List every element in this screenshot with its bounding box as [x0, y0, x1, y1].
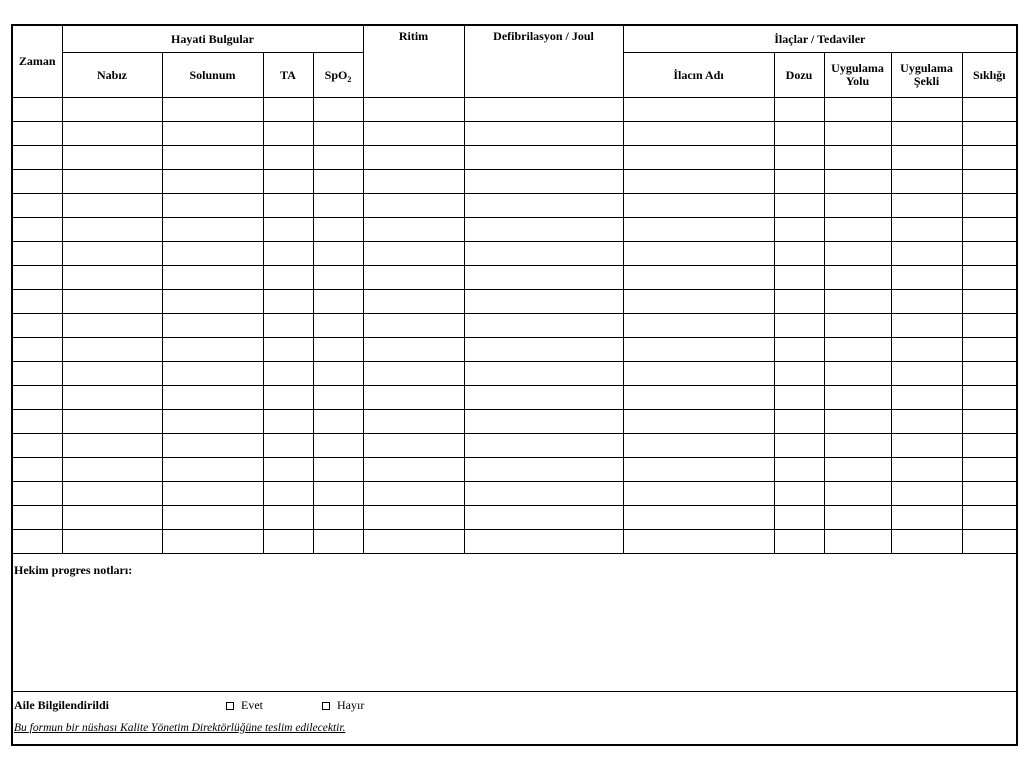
table-cell[interactable]: [363, 218, 464, 242]
table-cell[interactable]: [363, 410, 464, 434]
table-cell[interactable]: [313, 482, 363, 506]
table-cell[interactable]: [891, 362, 962, 386]
table-row: [13, 194, 1016, 218]
table-cell[interactable]: [774, 386, 824, 410]
table-cell[interactable]: [962, 314, 1016, 338]
table-cell[interactable]: [623, 122, 774, 146]
table-cell[interactable]: [13, 194, 62, 218]
yes-checkbox[interactable]: [226, 702, 234, 710]
table-cell[interactable]: [774, 314, 824, 338]
table-cell[interactable]: [263, 482, 313, 506]
table-cell[interactable]: [162, 314, 263, 338]
table-cell[interactable]: [62, 194, 162, 218]
table-cell[interactable]: [363, 434, 464, 458]
table-cell[interactable]: [313, 290, 363, 314]
table-cell[interactable]: [162, 242, 263, 266]
table-cell[interactable]: [263, 314, 313, 338]
header-nabiz: Nabız: [62, 53, 162, 98]
table-cell[interactable]: [313, 530, 363, 554]
table-row: [13, 506, 1016, 530]
table-cell[interactable]: [363, 506, 464, 530]
table-cell[interactable]: [962, 194, 1016, 218]
family-informed-section: [13, 692, 1016, 744]
table-cell[interactable]: [313, 506, 363, 530]
table-cell[interactable]: [13, 362, 62, 386]
table-cell[interactable]: [263, 362, 313, 386]
table-cell[interactable]: [313, 146, 363, 170]
table-cell[interactable]: [962, 410, 1016, 434]
table-row: [13, 98, 1016, 122]
table-row: [13, 314, 1016, 338]
table-cell[interactable]: [363, 242, 464, 266]
table-cell[interactable]: [962, 482, 1016, 506]
table-cell[interactable]: [263, 170, 313, 194]
table-cell[interactable]: [464, 122, 623, 146]
table-cell[interactable]: [464, 194, 623, 218]
table-cell[interactable]: [962, 290, 1016, 314]
table-row: [13, 242, 1016, 266]
table-cell[interactable]: [62, 410, 162, 434]
table-row: [13, 266, 1016, 290]
table-cell[interactable]: [962, 362, 1016, 386]
table-cell[interactable]: [162, 338, 263, 362]
table-cell[interactable]: [623, 530, 774, 554]
table-cell[interactable]: [774, 218, 824, 242]
table-cell[interactable]: [824, 242, 891, 266]
table-row: [13, 482, 1016, 506]
table-cell[interactable]: [824, 338, 891, 362]
table-cell[interactable]: [263, 194, 313, 218]
table-cell[interactable]: [263, 242, 313, 266]
table-cell[interactable]: [162, 434, 263, 458]
table-cell[interactable]: [824, 386, 891, 410]
table-cell[interactable]: [774, 410, 824, 434]
table-cell[interactable]: [464, 98, 623, 122]
table-cell[interactable]: [824, 458, 891, 482]
table-cell[interactable]: [263, 290, 313, 314]
table-cell[interactable]: [464, 386, 623, 410]
table-cell[interactable]: [313, 194, 363, 218]
table-cell[interactable]: [363, 98, 464, 122]
table-cell[interactable]: [774, 362, 824, 386]
table-cell[interactable]: [891, 170, 962, 194]
table-cell[interactable]: [363, 194, 464, 218]
table-row: [13, 386, 1016, 410]
header-sikligi: Sıklığı: [962, 53, 1016, 98]
table-cell[interactable]: [623, 242, 774, 266]
table-cell[interactable]: [891, 266, 962, 290]
header-defibrilasyon: Defibrilasyon / Joul: [464, 26, 623, 98]
table-cell[interactable]: [13, 458, 62, 482]
table-cell[interactable]: [824, 98, 891, 122]
table-cell[interactable]: [623, 434, 774, 458]
table-cell[interactable]: [891, 290, 962, 314]
table-cell[interactable]: [824, 290, 891, 314]
table-cell[interactable]: [824, 314, 891, 338]
table-cell[interactable]: [263, 266, 313, 290]
table-cell[interactable]: [313, 434, 363, 458]
table-cell[interactable]: [13, 170, 62, 194]
table-cell[interactable]: [13, 314, 62, 338]
table-cell[interactable]: [363, 362, 464, 386]
table-cell[interactable]: [162, 266, 263, 290]
table-cell[interactable]: [263, 506, 313, 530]
table-cell[interactable]: [891, 530, 962, 554]
table-cell[interactable]: [891, 410, 962, 434]
table-cell[interactable]: [363, 170, 464, 194]
table-cell[interactable]: [824, 434, 891, 458]
table-cell[interactable]: [62, 98, 162, 122]
table-cell[interactable]: [62, 458, 162, 482]
table-cell[interactable]: [62, 386, 162, 410]
table-cell[interactable]: [962, 386, 1016, 410]
table-cell[interactable]: [162, 194, 263, 218]
table-cell[interactable]: [891, 386, 962, 410]
table-cell[interactable]: [363, 482, 464, 506]
table-cell[interactable]: [891, 218, 962, 242]
table-cell[interactable]: [13, 98, 62, 122]
table-cell[interactable]: [363, 458, 464, 482]
yes-label: Evet: [241, 698, 263, 712]
header-dozu: Dozu: [774, 53, 824, 98]
table-cell[interactable]: [263, 386, 313, 410]
table-cell[interactable]: [623, 266, 774, 290]
table-cell[interactable]: [464, 482, 623, 506]
table-row: [13, 530, 1016, 554]
table-cell[interactable]: [464, 410, 623, 434]
table-cell[interactable]: [464, 314, 623, 338]
table-cell[interactable]: [62, 362, 162, 386]
table-cell[interactable]: [62, 122, 162, 146]
table-cell[interactable]: [464, 242, 623, 266]
table-cell[interactable]: [162, 410, 263, 434]
header-ilaclar-tedaviler: İlaçlar / Tedaviler: [623, 26, 1016, 53]
table-cell[interactable]: [162, 530, 263, 554]
header-hayati-bulgular: Hayati Bulgular: [62, 26, 363, 53]
table-cell[interactable]: [774, 338, 824, 362]
table-cell[interactable]: [891, 314, 962, 338]
table-cell[interactable]: [62, 338, 162, 362]
no-checkbox[interactable]: [322, 702, 330, 710]
table-cell[interactable]: [623, 218, 774, 242]
table-cell[interactable]: [623, 194, 774, 218]
table-cell[interactable]: [263, 434, 313, 458]
table-cell[interactable]: [13, 410, 62, 434]
table-cell[interactable]: [13, 290, 62, 314]
table-cell[interactable]: [962, 242, 1016, 266]
table-cell[interactable]: [623, 314, 774, 338]
table-cell[interactable]: [313, 410, 363, 434]
table-cell[interactable]: [263, 530, 313, 554]
table-cell[interactable]: [962, 146, 1016, 170]
table-cell[interactable]: [623, 362, 774, 386]
table-cell[interactable]: [313, 218, 363, 242]
header-ta: TA: [263, 53, 313, 98]
table-cell[interactable]: [363, 146, 464, 170]
table-cell[interactable]: [313, 266, 363, 290]
table-cell[interactable]: [464, 530, 623, 554]
table-cell[interactable]: [891, 242, 962, 266]
table-cell[interactable]: [162, 98, 263, 122]
table-cell[interactable]: [774, 266, 824, 290]
table-cell[interactable]: [962, 458, 1016, 482]
table-cell[interactable]: [162, 458, 263, 482]
table-cell[interactable]: [13, 218, 62, 242]
table-cell[interactable]: [824, 482, 891, 506]
table-cell[interactable]: [62, 146, 162, 170]
table-cell[interactable]: [891, 458, 962, 482]
table-cell[interactable]: [824, 410, 891, 434]
table-cell[interactable]: [623, 290, 774, 314]
table-cell[interactable]: [774, 242, 824, 266]
table-cell[interactable]: [13, 530, 62, 554]
table-cell[interactable]: [824, 266, 891, 290]
table-cell[interactable]: [162, 170, 263, 194]
table-cell[interactable]: [623, 338, 774, 362]
table-cell[interactable]: [162, 290, 263, 314]
table-cell[interactable]: [162, 122, 263, 146]
table-cell[interactable]: [623, 98, 774, 122]
header-uygulama-yolu: Uygulama Yolu: [824, 53, 891, 98]
table-cell[interactable]: [62, 170, 162, 194]
table-cell[interactable]: [824, 146, 891, 170]
table-cell[interactable]: [464, 146, 623, 170]
table-cell[interactable]: [313, 362, 363, 386]
table-cell[interactable]: [623, 386, 774, 410]
table-cell[interactable]: [62, 506, 162, 530]
table-cell[interactable]: [962, 122, 1016, 146]
header-ilacin-adi: İlacın Adı: [623, 53, 774, 98]
header-spo2: [313, 53, 363, 98]
table-cell[interactable]: [774, 482, 824, 506]
table-cell[interactable]: [623, 170, 774, 194]
table-cell[interactable]: [62, 266, 162, 290]
vital-signs-table: [13, 26, 1016, 554]
table-cell[interactable]: [13, 434, 62, 458]
table-cell[interactable]: [464, 338, 623, 362]
table-body: [13, 98, 1016, 554]
table-cell[interactable]: [162, 218, 263, 242]
family-informed-no-option[interactable]: [322, 698, 364, 713]
table-cell[interactable]: [313, 170, 363, 194]
table-cell[interactable]: [623, 410, 774, 434]
table-cell[interactable]: [263, 146, 313, 170]
table-cell[interactable]: [824, 530, 891, 554]
table-cell[interactable]: [962, 266, 1016, 290]
table-cell[interactable]: [313, 122, 363, 146]
footer-note: Bu formun bir nüshası Kalite Yönetim Direktörlüğüne teslim edilecektir.: [14, 722, 346, 734]
header-zaman: Zaman: [13, 26, 62, 98]
table-cell[interactable]: [824, 170, 891, 194]
header-uygulama-sekli: Uygulama Şekli: [891, 53, 962, 98]
table-cell[interactable]: [62, 314, 162, 338]
table-cell[interactable]: [464, 362, 623, 386]
family-informed-label: Aile Bilgilendirildi: [14, 698, 110, 712]
table-cell[interactable]: [623, 482, 774, 506]
table-cell[interactable]: [824, 362, 891, 386]
table-cell[interactable]: [62, 530, 162, 554]
table-cell[interactable]: [363, 314, 464, 338]
table-cell[interactable]: [263, 458, 313, 482]
table-cell[interactable]: [824, 122, 891, 146]
table-cell[interactable]: [962, 218, 1016, 242]
table-cell[interactable]: [464, 434, 623, 458]
table-row: [13, 218, 1016, 242]
table-cell[interactable]: [464, 266, 623, 290]
table-cell[interactable]: [13, 338, 62, 362]
table-cell[interactable]: [464, 290, 623, 314]
table-cell[interactable]: [464, 218, 623, 242]
table-row: [13, 362, 1016, 386]
table-row: [13, 410, 1016, 434]
table-cell[interactable]: [962, 98, 1016, 122]
table-cell[interactable]: [13, 506, 62, 530]
table-cell[interactable]: [891, 338, 962, 362]
no-label: Hayır: [337, 698, 365, 712]
table-cell[interactable]: [13, 266, 62, 290]
physician-notes-section[interactable]: [13, 556, 1016, 692]
table-cell[interactable]: [623, 506, 774, 530]
table-cell[interactable]: [313, 242, 363, 266]
table-cell[interactable]: [774, 98, 824, 122]
table-cell[interactable]: [891, 98, 962, 122]
table-cell[interactable]: [824, 506, 891, 530]
table-row: [13, 170, 1016, 194]
table-cell[interactable]: [162, 506, 263, 530]
table-cell[interactable]: [13, 242, 62, 266]
table-cell[interactable]: [774, 146, 824, 170]
table-cell[interactable]: [62, 242, 162, 266]
table-cell[interactable]: [464, 170, 623, 194]
table-cell[interactable]: [62, 218, 162, 242]
table-cell[interactable]: [363, 338, 464, 362]
table-row: [13, 434, 1016, 458]
table-cell[interactable]: [891, 194, 962, 218]
table-cell[interactable]: [774, 194, 824, 218]
table-cell[interactable]: [363, 386, 464, 410]
spo2-subscript: 2: [347, 74, 352, 84]
table-cell[interactable]: [313, 314, 363, 338]
table-row: [13, 290, 1016, 314]
table-cell[interactable]: [162, 386, 263, 410]
table-cell[interactable]: [891, 122, 962, 146]
table-cell[interactable]: [263, 218, 313, 242]
table-cell[interactable]: [13, 482, 62, 506]
table-cell[interactable]: [263, 338, 313, 362]
table-cell[interactable]: [363, 530, 464, 554]
table-cell[interactable]: [464, 458, 623, 482]
table-cell[interactable]: [774, 434, 824, 458]
table-cell[interactable]: [263, 98, 313, 122]
table-row: [13, 146, 1016, 170]
table-cell[interactable]: [962, 170, 1016, 194]
table-cell[interactable]: [313, 338, 363, 362]
table-cell[interactable]: [891, 434, 962, 458]
table-cell[interactable]: [162, 482, 263, 506]
patient-record-form: [11, 24, 1018, 746]
table-cell[interactable]: [891, 482, 962, 506]
table-cell[interactable]: [962, 338, 1016, 362]
table-cell[interactable]: [623, 146, 774, 170]
table-cell[interactable]: [774, 290, 824, 314]
spo2-main: SpO: [324, 67, 348, 82]
table-row: [13, 338, 1016, 362]
table-cell[interactable]: [313, 98, 363, 122]
table-cell[interactable]: [962, 434, 1016, 458]
table-cell[interactable]: [891, 506, 962, 530]
table-cell[interactable]: [263, 410, 313, 434]
table-cell[interactable]: [774, 122, 824, 146]
table-cell[interactable]: [13, 122, 62, 146]
table-row: [13, 458, 1016, 482]
table-cell[interactable]: [774, 506, 824, 530]
table-cell[interactable]: [962, 506, 1016, 530]
table-cell[interactable]: [162, 146, 263, 170]
table-cell[interactable]: [162, 362, 263, 386]
table-cell[interactable]: [313, 458, 363, 482]
table-cell[interactable]: [824, 218, 891, 242]
header-solunum: Solunum: [162, 53, 263, 98]
table-cell[interactable]: [13, 386, 62, 410]
table-cell[interactable]: [363, 122, 464, 146]
table-cell[interactable]: [774, 170, 824, 194]
table-cell[interactable]: [774, 530, 824, 554]
table-cell[interactable]: [363, 290, 464, 314]
table-cell[interactable]: [62, 482, 162, 506]
table-cell[interactable]: [824, 194, 891, 218]
table-cell[interactable]: [363, 266, 464, 290]
table-cell[interactable]: [774, 458, 824, 482]
table-cell[interactable]: [62, 434, 162, 458]
table-cell[interactable]: [962, 530, 1016, 554]
physician-notes-label: Hekim progres notları:: [14, 563, 133, 577]
table-cell[interactable]: [263, 122, 313, 146]
table-cell[interactable]: [13, 146, 62, 170]
family-informed-yes-option[interactable]: [226, 698, 263, 713]
header-ritim: Ritim: [363, 26, 464, 98]
table-cell[interactable]: [62, 290, 162, 314]
table-cell[interactable]: [313, 386, 363, 410]
table-row: [13, 122, 1016, 146]
table-cell[interactable]: [464, 506, 623, 530]
table-cell[interactable]: [623, 458, 774, 482]
table-cell[interactable]: [891, 146, 962, 170]
